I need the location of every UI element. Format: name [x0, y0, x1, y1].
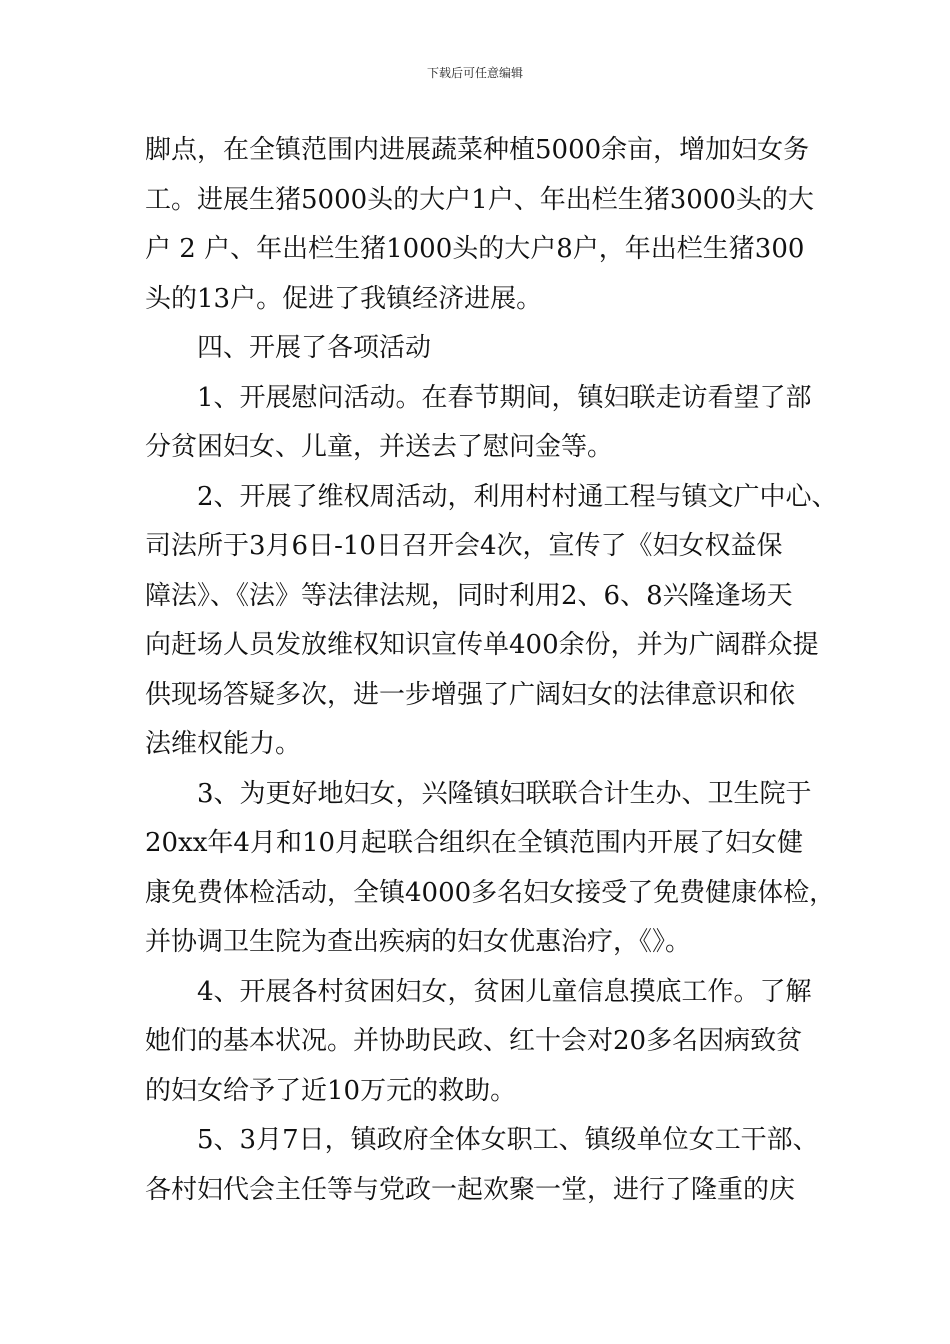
text-line: 3、为更好地妇女，兴隆镇妇联联合计生办、卫生院于 [197, 778, 812, 809]
text-line: 工。进展生猪5000头的大户1户、年出栏生猪3000头的大 [145, 184, 814, 215]
text-line: 头的13户。促进了我镇经济进展。 [145, 283, 543, 314]
text-line: 她们的基本状况。并协助民政、红十会对20多名因病致贫 [145, 1026, 803, 1056]
text-line: 供现场答疑多次，进一步增强了广阔妇女的法律意识和依 [145, 679, 796, 710]
text-line: 分贫困妇女、儿童，并送去了慰问金等。 [145, 432, 614, 462]
text-line: 4、开展各村贫困妇女，贫困儿童信息摸底工作。了解 [197, 976, 812, 1007]
text-line: 司法所于3月6日-10日召开会4次，宣传了《妇女权益保 [145, 531, 783, 561]
text-line: 1、开展慰问活动。在春节期间，镇妇联走访看望了部 [197, 382, 812, 413]
section-heading: 四、开展了各项活动 [197, 333, 432, 363]
text-line: 各村妇代会主任等与党政一起欢聚一堂，进行了隆重的庆 [145, 1174, 796, 1205]
text-line: 法维权能力。 [145, 729, 302, 759]
text-line: 并协调卫生院为查出疾病的妇女优惠治疗，《》。 [145, 927, 692, 957]
text-line: 脚点，在全镇范围内进展蔬菜种植5000余亩，增加妇女务 [145, 135, 810, 165]
text-line: 2、开展了维权周活动，利用村村通工程与镇文广中心、 [197, 481, 838, 512]
text-line: 的妇女给予了近10万元的救助。 [145, 1075, 517, 1106]
page-header: 下载后可任意编辑 [426, 66, 523, 80]
text-line: 向赶场人员发放维权知识宣传单400余份，并为广阔群众提 [145, 630, 819, 660]
text-line: 障法》、《法》等法律法规，同时利用2、6、8兴隆逢场天 [145, 580, 793, 611]
text-line: 户 2 户、年出栏生猪1000头的大户8户，年出栏生猪300 [145, 234, 805, 264]
text-line: 5、3月7日，镇政府全体女职工、镇级单位女工干部、 [197, 1125, 819, 1155]
text-line: 20xx年4月和10月起联合组织在全镇范围内开展了妇女健 [145, 828, 804, 858]
text-line: 康免费体检活动，全镇4000多名妇女接受了免费健康体检， [145, 877, 836, 908]
document-body [145, 126, 838, 1215]
